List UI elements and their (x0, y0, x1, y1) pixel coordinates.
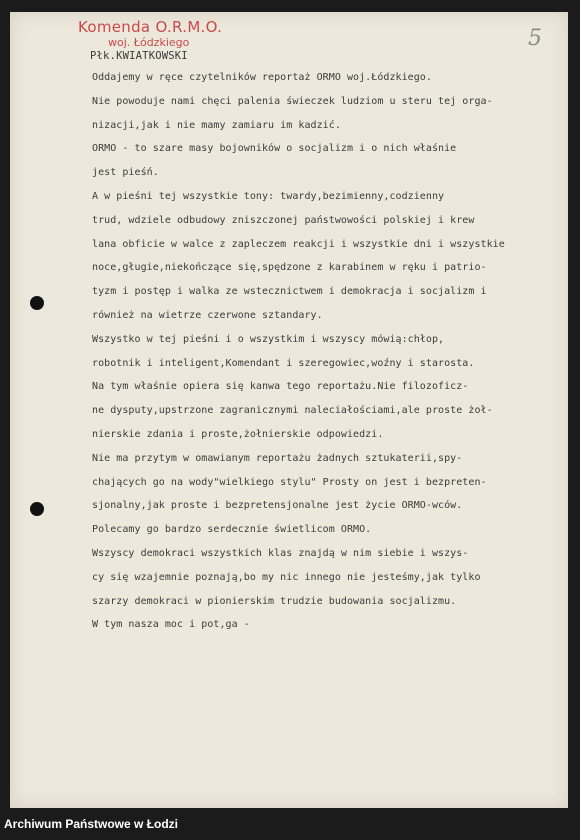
text-line: Wszyscy demokraci wszystkich klas znajdą w nim siebie i wszys- (92, 547, 469, 559)
document-page (10, 12, 568, 808)
text-line: ORMO - to szare masy bojowników o socjalizm i o nich właśnie (92, 143, 457, 155)
text-line: trud, wdziele odbudowy zniszczonej państwowości polskiej i krew (92, 214, 475, 226)
text-line: W tym nasza moc i pot,ga - (92, 619, 250, 631)
text-line: szarzy demokraci w pionierskim trudzie budowania socjalizmu. (92, 595, 457, 607)
archive-footer: Archiwum Państwowe w Łodzi (4, 817, 179, 831)
document-body (92, 72, 552, 643)
text-line: również na wietrze czerwone sztandary. (92, 309, 323, 321)
text-line: Na tym właśnie opiera się kanwa tego reportażu.Nie filozoficz- (92, 381, 469, 393)
text-line: Wszystko w tej pieśni i o wszystkim i wszyscy mówią:chłop, (92, 333, 445, 345)
punch-hole-bottom (30, 502, 44, 516)
text-line: Nie powoduje nami chęci palenia świeczek ludziom u steru tej orga- (92, 95, 493, 107)
text-line: robotnik i inteligent,Komendant i szeregowiec,woźny i starosta. (92, 357, 475, 369)
text-line: sjonalny,jak proste i bezpretensjonalne jest życie ORMO-wców. (92, 500, 463, 512)
text-line: Polecamy go bardzo serdecznie świetlicom ORMO. (92, 524, 372, 536)
text-line: A w pieśni tej wszystkie tony: twardy,bezimienny,codzienny (92, 190, 445, 202)
text-line: Oddajemy w ręce czytelników reportaż ORMO woj.Łódzkiego. (92, 72, 432, 83)
stamp-subtitle: woj. Łódzkiego (108, 36, 190, 49)
author-line: Płk.KWIATKOWSKI (90, 50, 188, 62)
text-line: ne dysputy,upstrzone zagranicznymi naleciałościami,ale proste żoł- (92, 405, 493, 417)
punch-hole-top (30, 296, 44, 310)
text-line: lana obficie w walce z zapleczem reakcji i wszystkie dni i wszystkie (92, 238, 505, 250)
text-line: nizacji,jak i nie mamy zamiaru im kadzić. (92, 119, 341, 131)
text-line: noce,gługie,niekończące się,spędzone z karabinem w ręku i patrio- (92, 262, 487, 274)
text-line: nierskie zdania i proste,żołnierskie odpowiedzi. (92, 428, 384, 440)
text-line: tyzm i postęp i walka ze wstecznictwem i demokracja i socjalizm i (92, 286, 487, 298)
text-line: Nie ma przytym w omawianym reportażu żadnych sztukaterii,spy- (92, 452, 463, 464)
text-line: chających go na wody"wielkiego stylu" Prosty on jest i bezpreten- (92, 476, 487, 488)
page-number: 5 (528, 26, 542, 51)
stamp-title: Komenda O.R.M.O. (78, 18, 223, 36)
text-line: cy się wzajemnie poznają,bo my nic innego nie jesteśmy,jak tylko (92, 571, 481, 583)
text-line: jest pieśń. (92, 167, 159, 179)
